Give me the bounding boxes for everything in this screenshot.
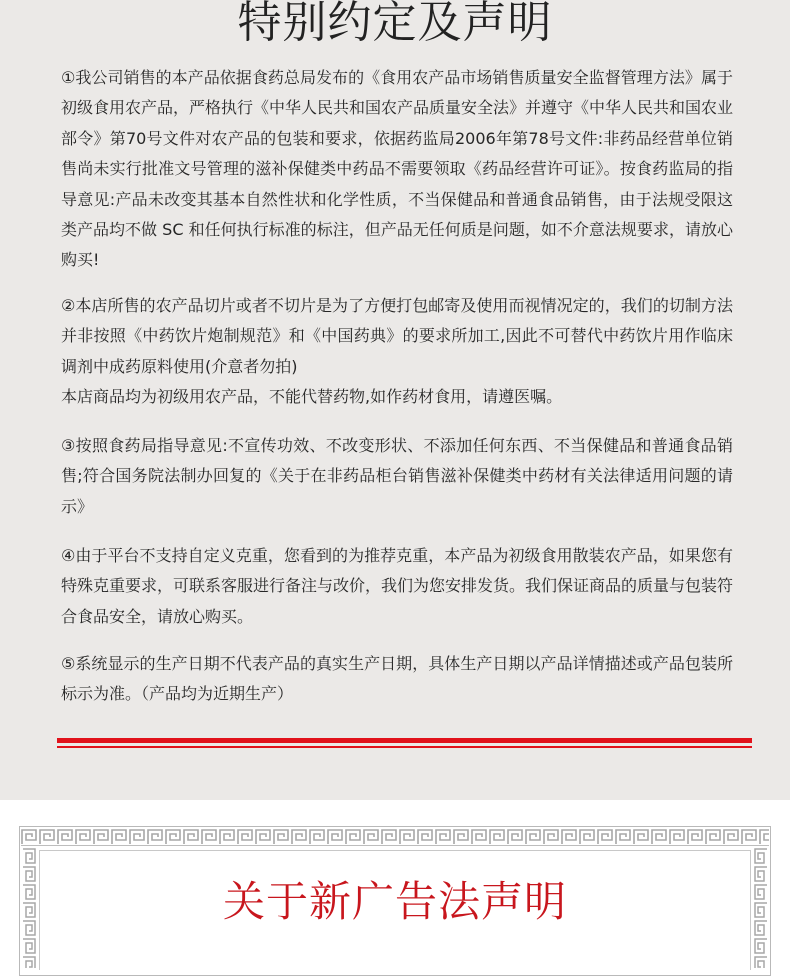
red-divider-thick bbox=[57, 738, 752, 743]
fret-border-top bbox=[21, 828, 769, 846]
notice-title: 特别约定及声明 bbox=[237, 0, 553, 48]
ad-law-title: 关于新广告法声明 bbox=[222, 877, 567, 926]
notice-paragraph-2: ②本店所售的农产品切片或者不切片是为了方便打包邮寄及使用而视情况定的，我们的切制方法并非按照《中药饮片炮制规范》和《中国药典》的要求所加工,因此不可替代中药饮片用作临床调剂中成药原料使用(介意者勿拍) 本店商品均为初级用农产品，不能代替药物,如作药材食用，请遵医嘱。 bbox=[61, 296, 733, 407]
notice-paragraph-4: ④由于平台不支持自定义克重，您看到的为推荐克重，本产品为初级食用散装农产品，如果您有特殊克重要求，可联系客服进行备注与改价，我们为您安排发货。我们保证商品的质量与包装符合食品安全，请放心购买。 bbox=[61, 546, 734, 626]
notice-paragraph-3: ③按照食药局指导意见:不宣传功效、不改变形状、不添加任何东西、不当保健品和普通食品销售;符合国务院法制办回复的《关于在非药品柜台销售滋补保健类中药材有关法律适用问题的请示》 bbox=[61, 436, 733, 516]
notice-paragraph-1: ①我公司销售的本产品依据食药总局发布的《食用农产品市场销售质量安全监督管理方法》属于初级食用农产品，严格执行《中华人民共和国农产品质量安全法》并遵守《中华人民共和国农业部令》第70号文件对农产品的包装和要求，依据药监局2006年第78号文件:非药品经营单位销售尚未实行批准文号管理的滋补保健类中药品不需要领取《药品经营许可证》。按食药监局的指导意见:产品未改变其基本自然性状和化学性质，不当保健品和普通食品销售，由于法规受限这类产品均不做 SC 和任何执行标准的标注，但产品无任何质是问题，如不介意法规要求，请放心购买! bbox=[61, 68, 734, 270]
red-divider-thin bbox=[57, 746, 752, 748]
notice-paragraph-5: ⑤系统显示的生产日期不代表产品的真实生产日期，具体生产日期以产品详情描述或产品包装所标示为准。（产品均为近期生产） bbox=[61, 654, 733, 704]
